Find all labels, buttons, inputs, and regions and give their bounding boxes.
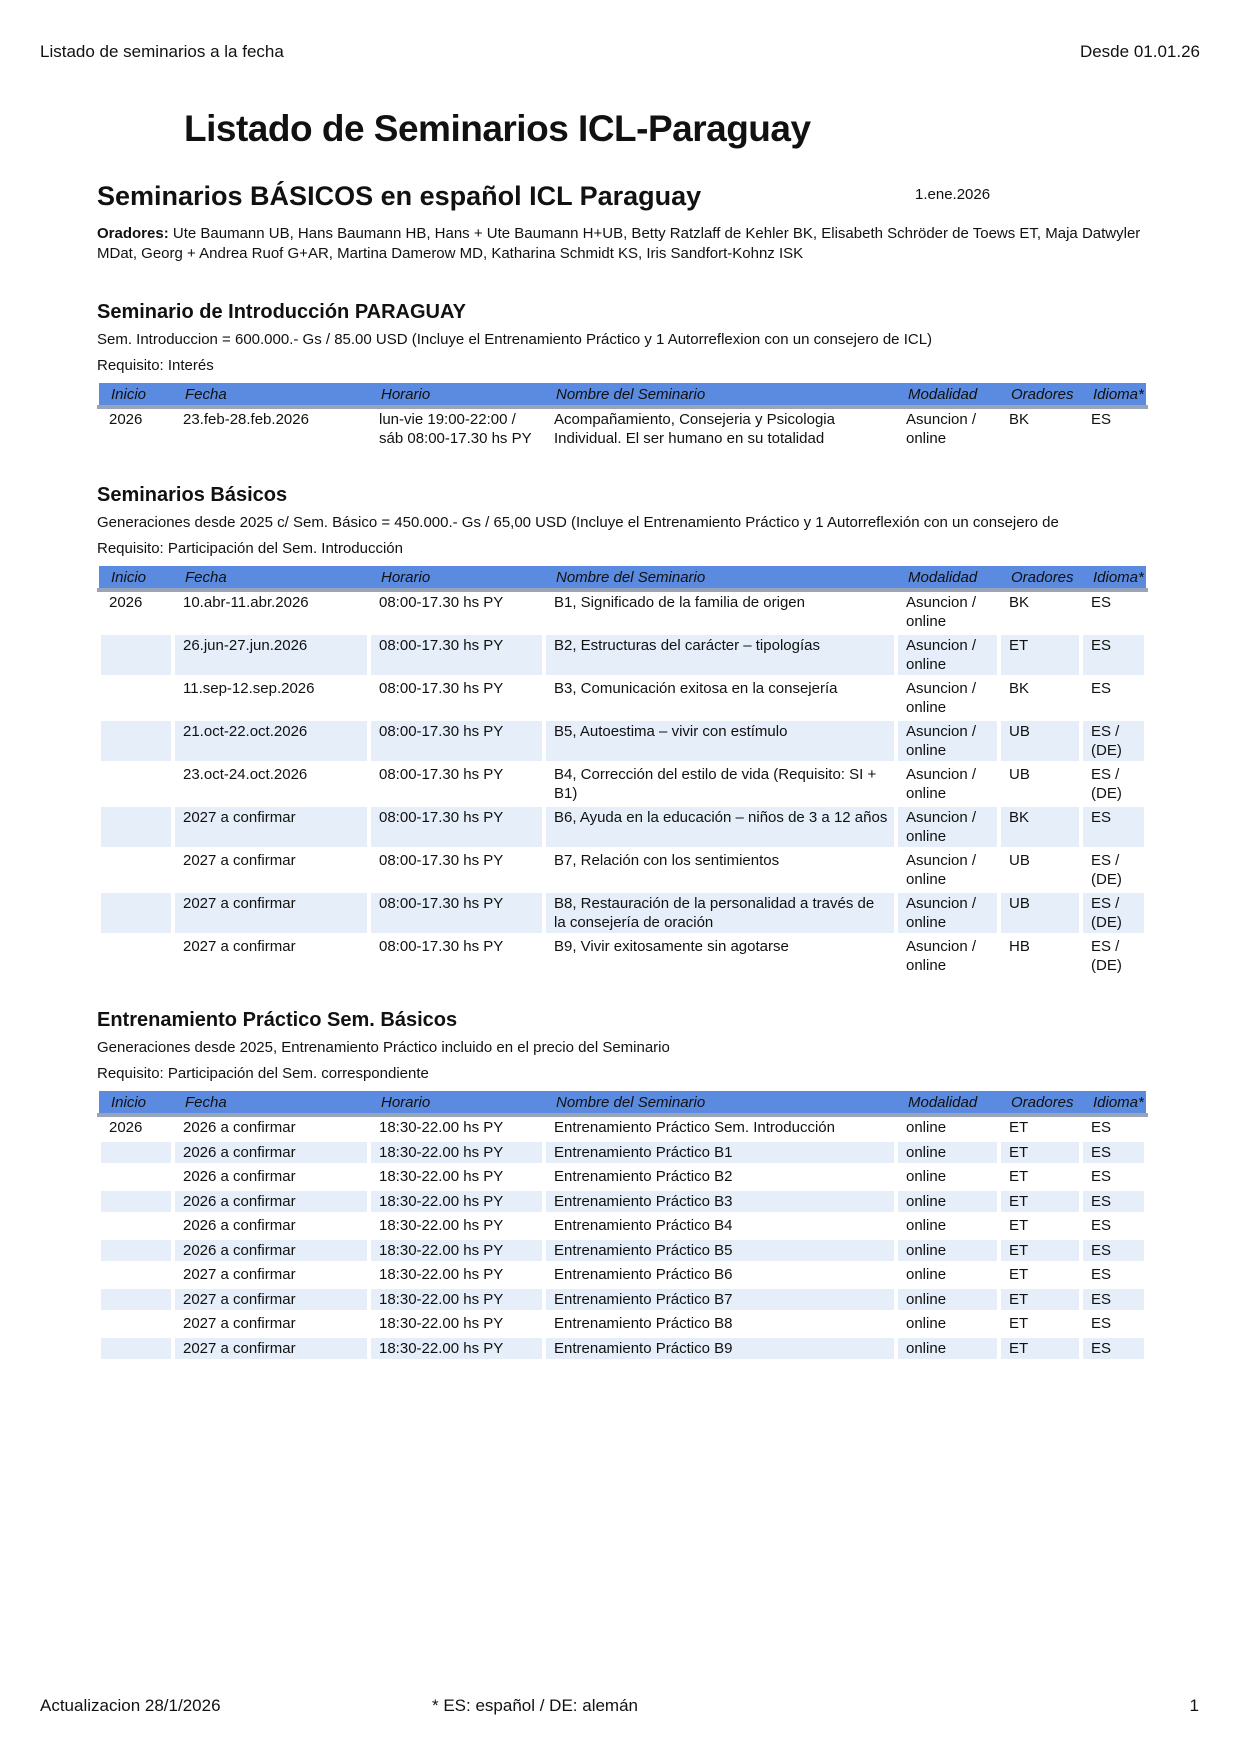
section-heading: Seminario de Introducción PARAGUAY [97,301,466,323]
cell-nombre: B7, Relación con los sentimientos [544,849,896,892]
footer-legend: * ES: español / DE: alemán [432,1696,639,1715]
cell-horario: 08:00-17.30 hs PY [369,935,544,978]
column-header-oradores: Oradores [999,566,1081,590]
page-number: 1 [1189,1696,1199,1715]
seminar-table-entrenamiento [97,1091,1148,1362]
cell-nombre: Entrenamiento Práctico B1 [544,1140,896,1165]
cell-idioma: ES / (DE) [1081,935,1146,978]
cell-oradores: ET [999,1263,1081,1288]
table-row [99,720,1146,763]
table-row [99,1238,1146,1263]
column-header-modalidad: Modalidad [896,383,999,407]
column-header-modalidad: Modalidad [896,566,999,590]
cell-nombre: Entrenamiento Práctico B4 [544,1214,896,1239]
column-header-oradores: Oradores [999,383,1081,407]
cell-idioma: ES [1081,1140,1146,1165]
cell-idioma: ES [1081,407,1146,451]
cell-modalidad: Asuncion / online [896,590,999,634]
cell-modalidad: Asuncion / online [896,763,999,806]
section-description: Generaciones desde 2025 c/ Sem. Básico = 450.000.- Gs / 65,00 USD (Incluye el Entrenamiento Práctico y 1 Autorreflexión con un consejero de [97,514,1059,531]
column-header-fecha: Fecha [173,566,369,590]
cell-modalidad: online [896,1263,999,1288]
cell-inicio: 2026 [99,407,173,451]
cell-inicio [99,720,173,763]
cell-modalidad: online [896,1115,999,1140]
cell-oradores: ET [999,1238,1081,1263]
cell-inicio [99,1214,173,1239]
column-header-nombre-del-seminario: Nombre del Seminario [544,566,896,590]
cell-oradores: ET [999,1165,1081,1190]
table-row [99,1336,1146,1361]
cell-horario: 18:30-22.00 hs PY [369,1165,544,1190]
cell-modalidad: Asuncion / online [896,407,999,451]
cell-fecha: 23.oct-24.oct.2026 [173,763,369,806]
cell-fecha: 2026 a confirmar [173,1165,369,1190]
cell-horario: 18:30-22.00 hs PY [369,1189,544,1214]
cell-nombre: Entrenamiento Práctico Sem. Introducción [544,1115,896,1140]
cell-inicio [99,677,173,720]
cell-inicio [99,1312,173,1337]
column-header-oradores: Oradores [999,1091,1081,1115]
cell-horario: 18:30-22.00 hs PY [369,1336,544,1361]
section-entrenamiento-practico [97,1008,1144,1362]
oradores-text: Ute Baumann UB, Hans Baumann HB, Hans + Ute Baumann H+UB, Betty Ratzlaff de Kehler BK, Elisabeth Schröder de Toews ET, Maja Datwyler MDat, Georg + Andrea Ruof G+AR, Martina Damerow MD, Katharina Schmidt KS, Iris Sandfort-Kohnz ISK [97,225,1141,262]
running-header-left: Listado de seminarios a la fecha [40,42,284,61]
cell-nombre: Entrenamiento Práctico B3 [544,1189,896,1214]
cell-oradores: ET [999,1336,1081,1361]
footer-updated: Actualizacion 28/1/2026 [40,1696,221,1715]
cell-modalidad: online [896,1189,999,1214]
cell-nombre: B3, Comunicación exitosa en la consejería [544,677,896,720]
section-description: Sem. Introduccion = 600.000.- Gs / 85.00 USD (Incluye el Entrenamiento Práctico y 1 Autorreflexion con un consejero de ICL) [97,331,933,348]
cell-idioma: ES [1081,590,1146,634]
running-header-right: Desde 01.01.26 [1079,42,1200,61]
cell-modalidad: Asuncion / online [896,892,999,935]
cell-idioma: ES [1081,806,1146,849]
cell-idioma: ES [1081,1238,1146,1263]
cell-nombre: B2, Estructuras del carácter – tipologías [544,634,896,677]
column-header-nombre-del-seminario: Nombre del Seminario [544,383,896,407]
seminar-table-basicos [97,566,1148,979]
cell-modalidad: online [896,1287,999,1312]
cell-oradores: UB [999,763,1081,806]
table-row [99,1214,1146,1239]
section-description: Generaciones desde 2025, Entrenamiento Práctico incluido en el precio del Seminario [97,1039,670,1056]
cell-horario: 08:00-17.30 hs PY [369,590,544,634]
cell-idioma: ES [1081,1263,1146,1288]
section-requisito: Requisito: Participación del Sem. correspondiente [97,1065,429,1082]
cell-idioma: ES / (DE) [1081,892,1146,935]
intro-heading: Seminarios BÁSICOS en español ICL Paraguay [97,181,702,211]
cell-oradores: ET [999,1140,1081,1165]
cell-fecha: 10.abr-11.abr.2026 [173,590,369,634]
cell-nombre: Entrenamiento Práctico B9 [544,1336,896,1361]
table-row [99,763,1146,806]
page-title: Listado de Seminarios ICL-Paraguay [184,108,811,149]
section-requisito: Requisito: Interés [97,357,214,374]
cell-horario: 08:00-17.30 hs PY [369,806,544,849]
cell-inicio [99,849,173,892]
column-header-nombre-del-seminario: Nombre del Seminario [544,1091,896,1115]
cell-nombre: Entrenamiento Práctico B7 [544,1287,896,1312]
cell-inicio [99,1263,173,1288]
cell-nombre: B8, Restauración de la personalidad a través de la consejería de oración [544,892,896,935]
table-row [99,407,1146,451]
oradores-paragraph [97,224,1144,264]
cell-oradores: HB [999,935,1081,978]
cell-idioma: ES [1081,1165,1146,1190]
cell-modalidad: online [896,1214,999,1239]
cell-idioma: ES [1081,1189,1146,1214]
cell-horario: 08:00-17.30 hs PY [369,634,544,677]
cell-oradores: BK [999,590,1081,634]
cell-horario: 08:00-17.30 hs PY [369,892,544,935]
cell-nombre: B5, Autoestima – vivir con estímulo [544,720,896,763]
table-row [99,1115,1146,1140]
cell-modalidad: Asuncion / online [896,677,999,720]
table-row [99,806,1146,849]
cell-oradores: BK [999,407,1081,451]
cell-nombre: Acompañamiento, Consejeria y Psicologia Individual. El ser humano en su totalidad [544,407,896,451]
column-header-inicio: Inicio [99,383,173,407]
cell-idioma: ES [1081,1115,1146,1140]
cell-inicio [99,763,173,806]
cell-oradores: ET [999,1287,1081,1312]
column-header-inicio: Inicio [99,566,173,590]
column-header-horario: Horario [369,566,544,590]
cell-horario: 08:00-17.30 hs PY [369,720,544,763]
cell-inicio [99,634,173,677]
cell-fecha: 2027 a confirmar [173,892,369,935]
cell-inicio [99,1165,173,1190]
cell-oradores: BK [999,806,1081,849]
column-header-modalidad: Modalidad [896,1091,999,1115]
cell-inicio [99,806,173,849]
column-header-fecha: Fecha [173,383,369,407]
column-header-idioma: Idioma* [1081,383,1146,407]
cell-oradores: UB [999,849,1081,892]
cell-fecha: 2026 a confirmar [173,1238,369,1263]
cell-idioma: ES [1081,1214,1146,1239]
cell-nombre: B6, Ayuda en la educación – niños de 3 a 12 años [544,806,896,849]
table-row [99,935,1146,978]
cell-fecha: 26.jun-27.jun.2026 [173,634,369,677]
cell-horario: 08:00-17.30 hs PY [369,677,544,720]
cell-inicio: 2026 [99,1115,173,1140]
column-header-horario: Horario [369,1091,544,1115]
cell-inicio [99,1336,173,1361]
cell-modalidad: Asuncion / online [896,849,999,892]
column-header-fecha: Fecha [173,1091,369,1115]
cell-nombre: Entrenamiento Práctico B6 [544,1263,896,1288]
cell-nombre: B9, Vivir exitosamente sin agotarse [544,935,896,978]
cell-horario: 18:30-22.00 hs PY [369,1312,544,1337]
cell-inicio [99,1189,173,1214]
section-heading: Seminarios Básicos [97,484,288,506]
cell-inicio [99,1140,173,1165]
cell-nombre: B1, Significado de la familia de origen [544,590,896,634]
cell-fecha: 2027 a confirmar [173,849,369,892]
cell-fecha: 2027 a confirmar [173,806,369,849]
cell-fecha: 2026 a confirmar [173,1140,369,1165]
table-row [99,1263,1146,1288]
cell-idioma: ES / (DE) [1081,849,1146,892]
table-row [99,849,1146,892]
cell-oradores: ET [999,1189,1081,1214]
cell-horario: lun-vie 19:00-22:00 / sáb 08:00-17.30 hs PY [369,407,544,451]
cell-nombre: B4, Corrección del estilo de vida (Requisito: SI + B1) [544,763,896,806]
cell-nombre: Entrenamiento Práctico B5 [544,1238,896,1263]
cell-horario: 18:30-22.00 hs PY [369,1287,544,1312]
running-footer [40,1696,1200,1716]
cell-fecha: 2026 a confirmar [173,1214,369,1239]
table-row [99,677,1146,720]
table-row [99,590,1146,634]
cell-fecha: 2027 a confirmar [173,1336,369,1361]
cell-idioma: ES / (DE) [1081,763,1146,806]
table-header-row [99,566,1146,590]
section-introduccion [97,300,1144,452]
cell-modalidad: Asuncion / online [896,720,999,763]
cell-oradores: ET [999,1312,1081,1337]
table-row [99,892,1146,935]
cell-modalidad: Asuncion / online [896,634,999,677]
cell-idioma: ES [1081,1336,1146,1361]
cell-horario: 18:30-22.00 hs PY [369,1238,544,1263]
cell-fecha: 2027 a confirmar [173,935,369,978]
cell-oradores: ET [999,1115,1081,1140]
cell-idioma: ES [1081,1312,1146,1337]
cell-horario: 08:00-17.30 hs PY [369,763,544,806]
cell-fecha: 2026 a confirmar [173,1115,369,1140]
cell-inicio [99,892,173,935]
cell-idioma: ES [1081,677,1146,720]
table-row [99,634,1146,677]
cell-oradores: UB [999,720,1081,763]
cell-fecha: 2026 a confirmar [173,1189,369,1214]
cell-inicio: 2026 [99,590,173,634]
table-row [99,1312,1146,1337]
cell-inicio [99,1287,173,1312]
table-row [99,1287,1146,1312]
running-header [40,42,1200,62]
seminar-table-introduccion [97,383,1148,452]
cell-fecha: 21.oct-22.oct.2026 [173,720,369,763]
cell-fecha: 2027 a confirmar [173,1287,369,1312]
cell-fecha: 2027 a confirmar [173,1263,369,1288]
cell-modalidad: online [896,1140,999,1165]
cell-horario: 18:30-22.00 hs PY [369,1263,544,1288]
cell-fecha: 11.sep-12.sep.2026 [173,677,369,720]
cell-horario: 18:30-22.00 hs PY [369,1140,544,1165]
cell-modalidad: online [896,1312,999,1337]
section-heading: Entrenamiento Práctico Sem. Básicos [97,1009,458,1031]
cell-horario: 18:30-22.00 hs PY [369,1115,544,1140]
column-header-idioma: Idioma* [1081,566,1146,590]
cell-inicio [99,1238,173,1263]
cell-idioma: ES / (DE) [1081,720,1146,763]
cell-fecha: 23.feb-28.feb.2026 [173,407,369,451]
section-seminarios-basicos [97,483,1144,979]
table-header-row [99,1091,1146,1115]
cell-modalidad: Asuncion / online [896,806,999,849]
cell-nombre: Entrenamiento Práctico B2 [544,1165,896,1190]
table-row [99,1165,1146,1190]
cell-modalidad: online [896,1238,999,1263]
cell-oradores: UB [999,892,1081,935]
cell-inicio [99,935,173,978]
intro-date: 1.ene.2026 [915,186,991,203]
column-header-horario: Horario [369,383,544,407]
cell-oradores: ET [999,1214,1081,1239]
table-header-row [99,383,1146,407]
column-header-inicio: Inicio [99,1091,173,1115]
cell-modalidad: Asuncion / online [896,935,999,978]
cell-nombre: Entrenamiento Práctico B8 [544,1312,896,1337]
oradores-label: Oradores: [97,225,169,242]
cell-oradores: BK [999,677,1081,720]
section-requisito: Requisito: Participación del Sem. Introducción [97,540,403,557]
cell-oradores: ET [999,634,1081,677]
column-header-idioma: Idioma* [1081,1091,1146,1115]
cell-modalidad: online [896,1165,999,1190]
table-row [99,1140,1146,1165]
cell-fecha: 2027 a confirmar [173,1312,369,1337]
cell-idioma: ES [1081,634,1146,677]
cell-modalidad: online [896,1336,999,1361]
cell-horario: 18:30-22.00 hs PY [369,1214,544,1239]
cell-horario: 08:00-17.30 hs PY [369,849,544,892]
cell-idioma: ES [1081,1287,1146,1312]
intro-block [97,180,1144,264]
table-row [99,1189,1146,1214]
